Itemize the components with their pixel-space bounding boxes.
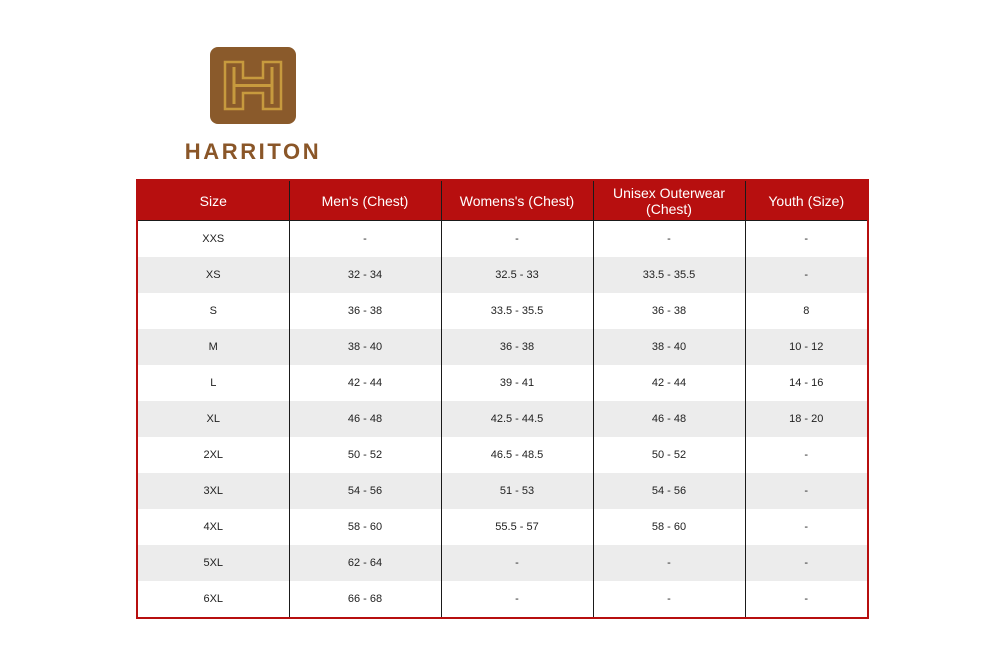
size-cell: 4XL — [137, 509, 289, 545]
mens-chest-cell: 46 - 48 — [289, 401, 441, 437]
youth-size-cell: 18 - 20 — [745, 401, 868, 437]
womens-chest-cell: - — [441, 581, 593, 618]
brand-name: HARRITON — [184, 139, 322, 164]
mens-chest-cell: - — [289, 221, 441, 258]
mens-chest-cell: 36 - 38 — [289, 293, 441, 329]
header-unisex-outerwear-chest: Unisex Outerwear (Chest) — [593, 180, 745, 221]
youth-size-cell: - — [745, 581, 868, 618]
header-womens-chest: Womens's (Chest) — [441, 180, 593, 221]
size-cell: XXS — [137, 221, 289, 258]
size-cell: S — [137, 293, 289, 329]
unisex-outerwear-cell: 54 - 56 — [593, 473, 745, 509]
mens-chest-cell: 58 - 60 — [289, 509, 441, 545]
logo-h-mark — [210, 47, 296, 124]
table-row — [137, 545, 868, 581]
mens-chest-cell: 54 - 56 — [289, 473, 441, 509]
unisex-outerwear-cell: 42 - 44 — [593, 365, 745, 401]
table-row — [137, 329, 868, 365]
mens-chest-cell: 50 - 52 — [289, 437, 441, 473]
table-row — [137, 581, 868, 618]
unisex-outerwear-cell: 36 - 38 — [593, 293, 745, 329]
size-chart-table — [136, 179, 869, 619]
table-row — [137, 293, 868, 329]
mens-chest-cell: 38 - 40 — [289, 329, 441, 365]
mens-chest-cell: 66 - 68 — [289, 581, 441, 618]
size-cell: 5XL — [137, 545, 289, 581]
unisex-outerwear-cell: - — [593, 581, 745, 618]
size-cell: XS — [137, 257, 289, 293]
table-row — [137, 437, 868, 473]
womens-chest-cell: 36 - 38 — [441, 329, 593, 365]
womens-chest-cell: 55.5 - 57 — [441, 509, 593, 545]
youth-size-cell: 14 - 16 — [745, 365, 868, 401]
unisex-outerwear-cell: 50 - 52 — [593, 437, 745, 473]
table-row — [137, 365, 868, 401]
mens-chest-cell: 32 - 34 — [289, 257, 441, 293]
womens-chest-cell: - — [441, 545, 593, 581]
womens-chest-cell: 42.5 - 44.5 — [441, 401, 593, 437]
header-youth-size: Youth (Size) — [745, 180, 868, 221]
youth-size-cell: 10 - 12 — [745, 329, 868, 365]
unisex-outerwear-cell: 33.5 - 35.5 — [593, 257, 745, 293]
table-row — [137, 401, 868, 437]
size-cell: XL — [137, 401, 289, 437]
unisex-outerwear-cell: - — [593, 545, 745, 581]
mens-chest-cell: 42 - 44 — [289, 365, 441, 401]
table-body — [137, 221, 868, 619]
youth-size-cell: - — [745, 257, 868, 293]
unisex-outerwear-cell: 46 - 48 — [593, 401, 745, 437]
womens-chest-cell: 51 - 53 — [441, 473, 593, 509]
header-size: Size — [137, 180, 289, 221]
womens-chest-cell: 39 - 41 — [441, 365, 593, 401]
table-row — [137, 221, 868, 258]
size-cell: L — [137, 365, 289, 401]
size-cell: 3XL — [137, 473, 289, 509]
size-cell: 2XL — [137, 437, 289, 473]
unisex-outerwear-cell: 58 - 60 — [593, 509, 745, 545]
table-header-row — [137, 180, 868, 221]
brand-logo — [210, 47, 296, 124]
table-row — [137, 509, 868, 545]
size-cell: M — [137, 329, 289, 365]
unisex-outerwear-cell: - — [593, 221, 745, 258]
header-mens-chest: Men's (Chest) — [289, 180, 441, 221]
youth-size-cell: - — [745, 509, 868, 545]
youth-size-cell: - — [745, 545, 868, 581]
womens-chest-cell: 46.5 - 48.5 — [441, 437, 593, 473]
womens-chest-cell: 32.5 - 33 — [441, 257, 593, 293]
womens-chest-cell: 33.5 - 35.5 — [441, 293, 593, 329]
table-row — [137, 473, 868, 509]
size-cell: 6XL — [137, 581, 289, 618]
womens-chest-cell: - — [441, 221, 593, 258]
youth-size-cell: 8 — [745, 293, 868, 329]
youth-size-cell: - — [745, 221, 868, 258]
table-row — [137, 257, 868, 293]
mens-chest-cell: 62 - 64 — [289, 545, 441, 581]
youth-size-cell: - — [745, 437, 868, 473]
unisex-outerwear-cell: 38 - 40 — [593, 329, 745, 365]
youth-size-cell: - — [745, 473, 868, 509]
